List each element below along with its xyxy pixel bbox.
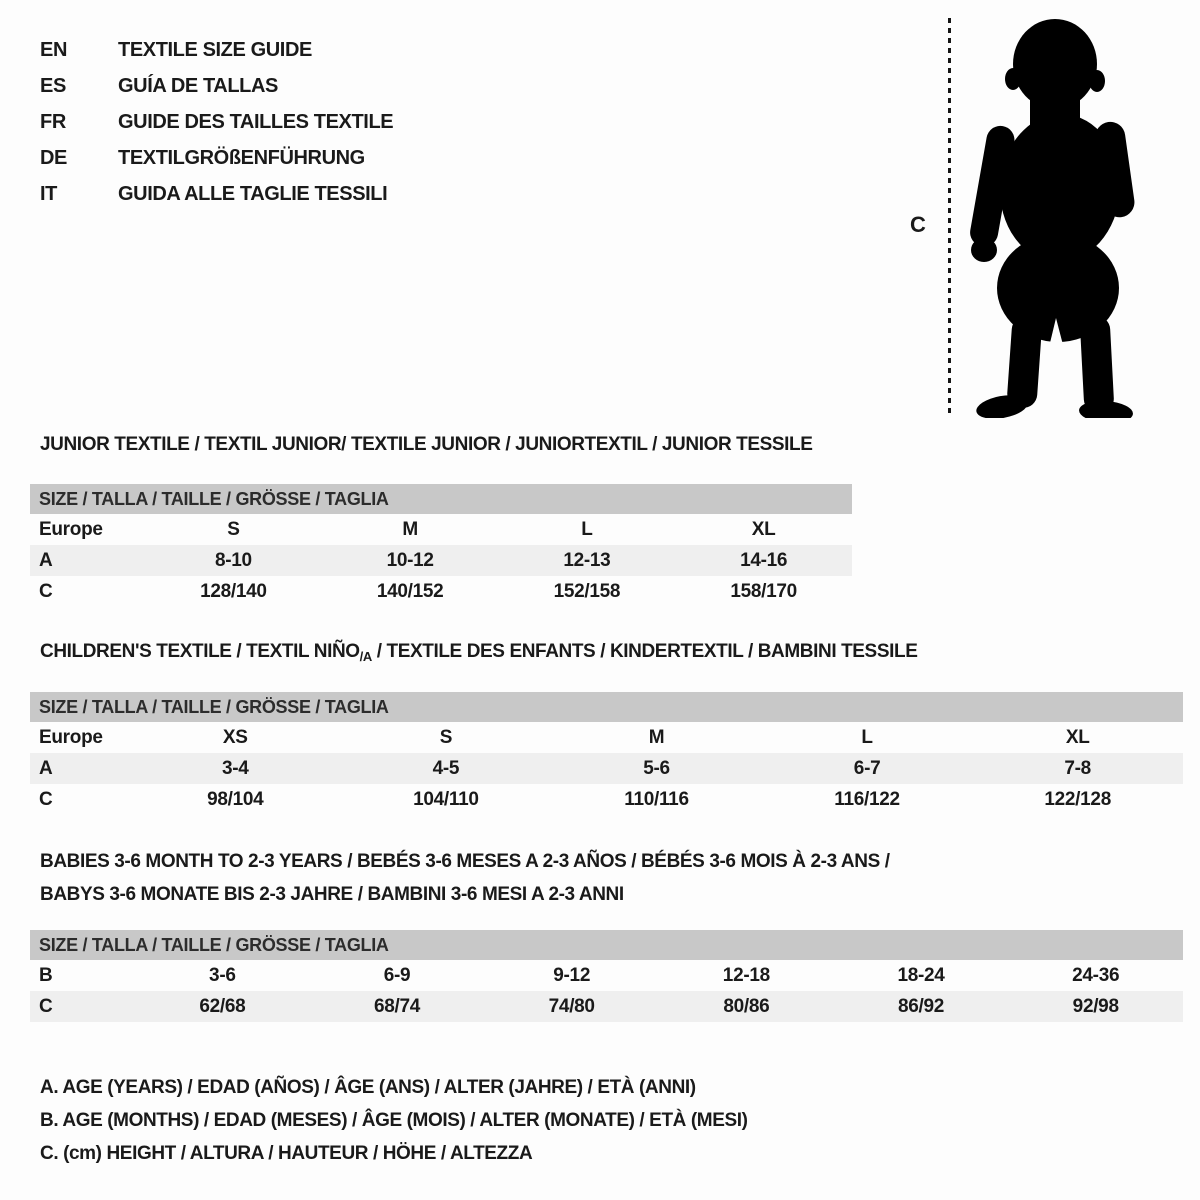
cell-value: XL (751, 519, 776, 540)
cell-value: 10-12 (386, 550, 434, 571)
cell-value: 86/92 (898, 996, 945, 1017)
cell-value: S (227, 519, 240, 540)
cell-value: 3-4 (222, 758, 249, 779)
row-label: B (39, 965, 53, 986)
language-label: GUIDE DES TAILLES TEXTILE (118, 111, 394, 133)
cell-value: 18-24 (897, 965, 945, 986)
cell-value: 4-5 (432, 758, 460, 779)
cell-value: 5-6 (643, 758, 670, 779)
cell-value: L (581, 519, 593, 540)
cell-value: 7-8 (1064, 758, 1091, 779)
language-label: TEXTILGRÖßENFÜHRUNG (118, 147, 365, 169)
cell-value: M (402, 519, 418, 540)
cell-value: 62/68 (199, 996, 246, 1017)
language-code: FR (40, 111, 66, 133)
language-code: DE (40, 147, 67, 169)
cell-value: XL (1065, 727, 1090, 748)
table-row (30, 784, 1183, 815)
junior-size-table (30, 484, 852, 607)
height-measure-label: C (910, 212, 926, 237)
children-title-post: / TEXTILE DES ENFANTS / KINDERTEXTIL / BAMBINI TESSILE (371, 641, 918, 662)
language-row (40, 140, 393, 176)
height-dashed-line (948, 18, 951, 416)
row-label: C (39, 789, 53, 810)
cell-value: 6-7 (853, 758, 881, 779)
cell-value: 12-13 (563, 550, 611, 571)
table-header-bar: SIZE / TALLA / TAILLE / GRÖSSE / TAGLIA (30, 484, 852, 514)
cell-value: 158/170 (730, 581, 797, 602)
cell-value: 3-6 (209, 965, 236, 986)
row-label: A (39, 758, 53, 779)
legend-line-b: B. AGE (MONTHS) / EDAD (MESES) / ÂGE (MOIS) / ALTER (MONATE) / ETÀ (MESI) (40, 1110, 748, 1131)
legend-line-a: A. AGE (YEARS) / EDAD (AÑOS) / ÂGE (ANS) / ALTER (JAHRE) / ETÀ (ANNI) (40, 1077, 696, 1098)
children-size-table (30, 692, 1183, 815)
babies-title-line1: BABIES 3-6 MONTH TO 2-3 YEARS / BEBÉS 3-6 MESES A 2-3 AÑOS / BÉBÉS 3-6 MOIS À 2-3 ANS / (40, 851, 890, 872)
table-row (30, 991, 1183, 1022)
cell-value: 68/74 (373, 996, 421, 1017)
cell-value: 128/140 (200, 581, 267, 602)
table-row (30, 753, 1183, 784)
cell-value: 92/98 (1072, 996, 1119, 1017)
cell-value: 110/116 (624, 789, 689, 810)
cell-value: 6-9 (383, 965, 411, 986)
language-row (40, 176, 393, 212)
row-label: C (39, 996, 53, 1017)
cell-value: 80/86 (723, 996, 770, 1017)
cell-value: 152/158 (553, 581, 621, 602)
cell-value: 116/122 (834, 789, 900, 810)
row-label: A (39, 550, 53, 571)
babies-section-title (40, 845, 890, 911)
table-header-bar: SIZE / TALLA / TAILLE / GRÖSSE / TAGLIA (30, 692, 1183, 722)
language-row (40, 104, 393, 140)
language-row (40, 68, 393, 104)
cell-value: 12-18 (722, 965, 770, 986)
language-code: ES (40, 75, 66, 97)
table-row (30, 722, 1183, 753)
row-label: Europe (39, 727, 103, 748)
cell-value: 140/152 (376, 581, 444, 602)
language-label: GUÍA DE TALLAS (118, 75, 278, 97)
language-list (40, 32, 393, 212)
cell-value: 8-10 (214, 550, 252, 571)
cell-value: S (439, 727, 453, 748)
table-row (30, 514, 852, 545)
table-row (30, 960, 1183, 991)
language-label: GUIDA ALLE TAGLIE TESSILI (118, 183, 388, 205)
babies-size-table (30, 930, 1183, 1022)
language-code: IT (40, 183, 57, 205)
junior-section-title: JUNIOR TEXTILE / TEXTIL JUNIOR/ TEXTILE JUNIOR / JUNIORTEXTIL / JUNIOR TESSILE (40, 434, 813, 455)
cell-value: 24-36 (1072, 965, 1120, 986)
table-header-bar: SIZE / TALLA / TAILLE / GRÖSSE / TAGLIA (30, 930, 1183, 960)
language-code: EN (40, 39, 67, 61)
language-row (40, 32, 393, 68)
cell-value: L (861, 727, 873, 748)
cell-value: XS (222, 727, 248, 748)
children-title-sub: /A (359, 649, 372, 664)
cell-value: 9-12 (553, 965, 591, 986)
row-label: Europe (39, 519, 103, 540)
cell-value: M (648, 727, 665, 748)
cell-value: 104/110 (413, 789, 479, 810)
cell-value: 14-16 (740, 550, 788, 571)
cell-value: 122/128 (1044, 789, 1111, 810)
babies-title-line2: BABYS 3-6 MONATE BIS 2-3 JAHRE / BAMBINI 3-6 MESI A 2-3 ANNI (40, 884, 624, 905)
legend (40, 1071, 748, 1170)
row-label: C (39, 581, 53, 602)
table-row (30, 545, 852, 576)
language-label: TEXTILE SIZE GUIDE (118, 39, 312, 61)
cell-value: 74/80 (548, 996, 595, 1017)
cell-value: 98/104 (207, 789, 264, 810)
legend-line-c: C. (cm) HEIGHT / ALTURA / HAUTEUR / HÖHE / ALTEZZA (40, 1143, 533, 1164)
children-title-pre: CHILDREN'S TEXTILE / TEXTIL NIÑO (40, 641, 360, 662)
table-row (30, 576, 852, 607)
children-section-title (40, 641, 917, 668)
baby-silhouette-icon (968, 18, 1138, 418)
